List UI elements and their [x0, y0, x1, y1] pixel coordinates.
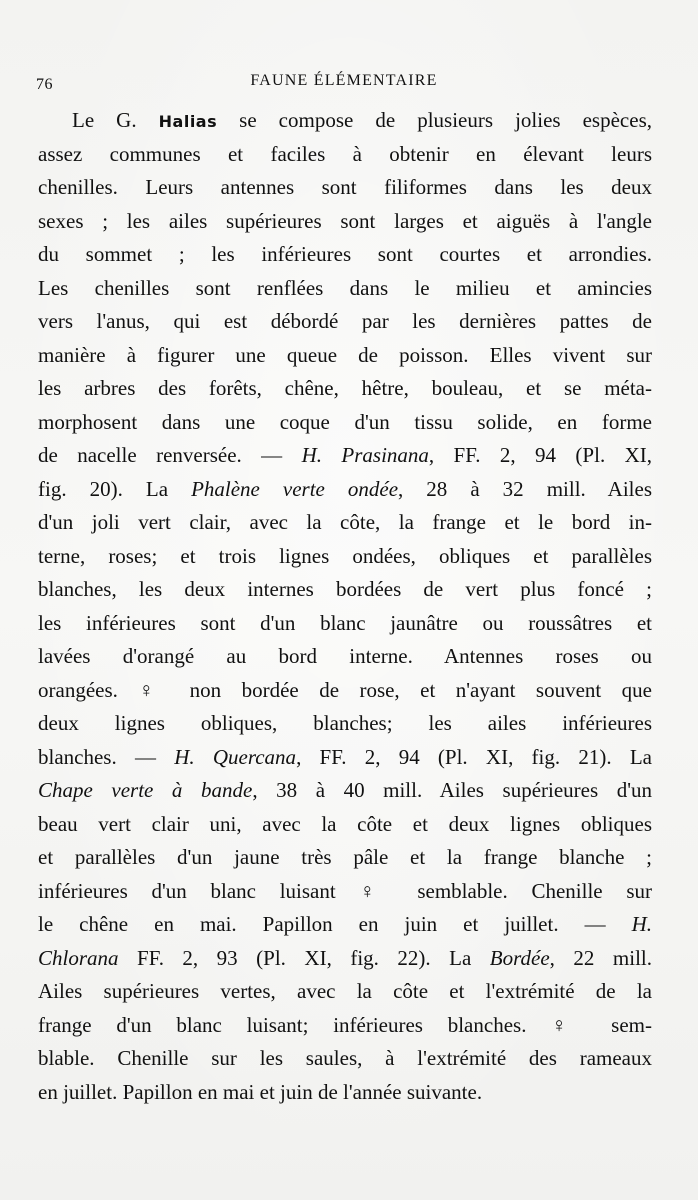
- text-run: blanches, les deux internes bordées de vert plus foncé ;: [38, 577, 652, 601]
- text-line: [38, 908, 652, 942]
- text-run: de nacelle renversée. —: [38, 443, 302, 467]
- italic-text: H. Quercana: [174, 744, 297, 769]
- text-run: et parallèles d'un jaune très pâle et la frange blanche ;: [38, 845, 652, 869]
- text-run: beau vert clair uni, avec la côte et deux lignes obliques: [38, 811, 652, 836]
- text-run: Les chenilles sont renflées dans le milieu et amincies: [38, 275, 652, 300]
- text-run: Ailes supérieures vertes, avec la côte et l'extrémité de la: [38, 979, 652, 1003]
- text-line: [38, 339, 652, 373]
- text-run: , FF. 2, 94 (Pl. XI, fig. 21). La: [296, 744, 652, 769]
- text-run: terne, roses; et trois lignes ondées, obliques et parallèles: [38, 543, 652, 568]
- text-line: [38, 607, 652, 641]
- text-line: [38, 506, 652, 540]
- text-run: fig. 20). La: [38, 476, 192, 501]
- text-run: lavées d'orangé au bord interne. Antennes roses ou: [38, 644, 652, 668]
- text-run: frange d'un blanc luisant; inférieures blanches. ♀ sem-: [38, 1012, 652, 1037]
- text-line: [38, 439, 652, 473]
- text-line: [38, 707, 652, 741]
- text-run: se compose de plusieurs jolies espèces,: [217, 108, 652, 132]
- text-line: [38, 1076, 652, 1110]
- text-run: orangées. ♀ non bordée de rose, et n'ayant souvent que: [38, 677, 652, 702]
- text-run: , 28 à 32 mill. Ailes: [398, 476, 652, 501]
- text-line: [38, 205, 652, 239]
- genus-name: Halias: [158, 112, 218, 131]
- text-line: [38, 975, 652, 1009]
- text-line: [38, 841, 652, 875]
- text-run: les inférieures sont d'un blanc jaunâtre ou roussâtres et: [38, 610, 652, 635]
- text-run: le chêne en mai. Papillon en juin et juillet. —: [38, 912, 632, 936]
- text-run: , FF. 2, 94 (Pl. XI,: [428, 443, 652, 467]
- text-run: assez communes et faciles à obtenir en élevant leurs: [38, 141, 652, 166]
- text-line: [38, 573, 652, 607]
- text-run: les arbres des forêts, chêne, hêtre, bouleau, et se méta-: [38, 376, 652, 400]
- text-line: [38, 272, 652, 306]
- text-line: [38, 473, 652, 507]
- text-run: blable. Chenille sur les saules, à l'extrémité des rameaux: [38, 1046, 652, 1070]
- text-line: [38, 942, 652, 976]
- italic-text: Phalène verte ondée: [191, 476, 399, 501]
- page-number: 76: [36, 76, 53, 93]
- text-run: du sommet ; les inférieures sont courtes et arrondies.: [38, 242, 652, 266]
- text-run: chenilles. Leurs antennes sont filiformes dans les deux: [38, 175, 652, 199]
- text-run: Le G.: [72, 108, 159, 132]
- text-line: [38, 774, 652, 808]
- text-line: [38, 372, 652, 406]
- text-line: [38, 104, 652, 138]
- text-line: [38, 540, 652, 574]
- text-line: [38, 741, 652, 775]
- text-line: [38, 1042, 652, 1076]
- text-line: [38, 1009, 652, 1043]
- text-run: sexes ; les ailes supérieures sont larges et aiguës à l'angle: [38, 208, 652, 233]
- italic-text: Chlorana: [38, 945, 119, 970]
- text-run: inférieures d'un blanc luisant ♀ semblable. Chenille sur: [38, 878, 652, 903]
- text-run: en juillet. Papillon en mai et juin de l'année suivante.: [38, 1079, 483, 1104]
- text-run: vers l'anus, qui est débordé par les dernières pattes de: [38, 309, 652, 333]
- text-line: [38, 305, 652, 339]
- text-line: [38, 674, 652, 708]
- text-run: FF. 2, 93 (Pl. XI, fig. 22). La: [118, 945, 490, 970]
- text-line: [38, 875, 652, 909]
- italic-text: H.: [631, 912, 652, 936]
- text-run: morphosent dans une coque d'un tissu solide, en forme: [38, 409, 652, 434]
- running-title: FAUNE ÉLÉMENTAIRE: [250, 72, 438, 89]
- text-run: d'un joli vert clair, avec la côte, la frange et le bord in-: [38, 510, 652, 534]
- text-run: deux lignes obliques, blanches; les ailes inférieures: [38, 711, 652, 735]
- italic-text: Chape verte à bande: [38, 778, 253, 802]
- text-run: , 38 à 40 mill. Ailes supérieures d'un: [252, 778, 652, 802]
- text-run: , 22 mill.: [549, 945, 652, 970]
- text-run: manière à figurer une queue de poisson. Elles vivent sur: [38, 342, 652, 367]
- text-line: [38, 138, 652, 172]
- text-line: [38, 238, 652, 272]
- text-line: [38, 406, 652, 440]
- text-run: blanches. —: [38, 744, 175, 769]
- italic-text: H. Prasinana: [301, 443, 429, 467]
- italic-text: Bordée: [489, 945, 550, 970]
- text-line: [38, 808, 652, 842]
- page-header: [36, 70, 652, 100]
- body-paragraph: [38, 104, 652, 1109]
- text-line: [38, 171, 652, 205]
- text-line: [38, 640, 652, 674]
